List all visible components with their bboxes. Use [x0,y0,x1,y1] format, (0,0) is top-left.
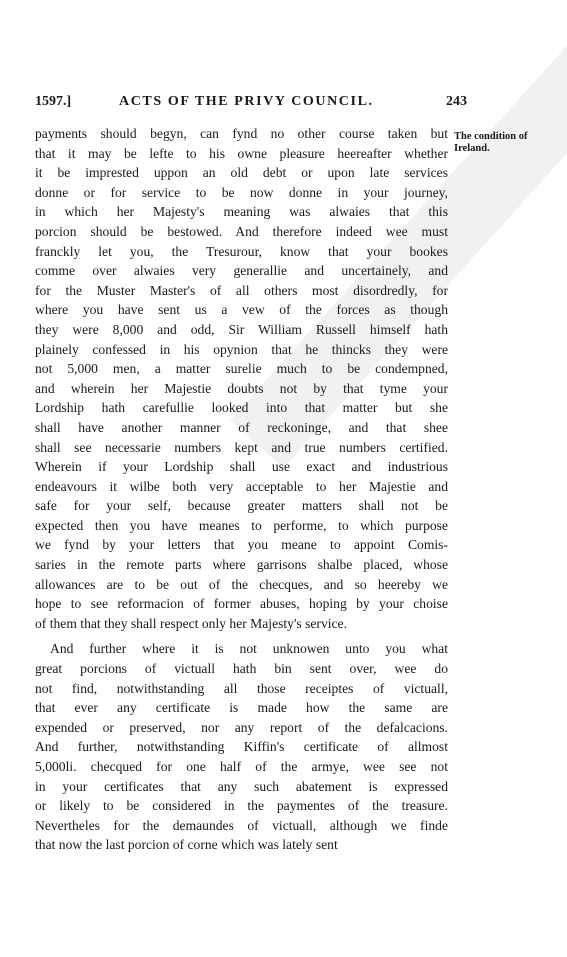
text-line: And further, notwithstanding Kiffin's certificate of allmost [35,739,448,755]
body-text [35,124,448,855]
text-line: we fynd by your letters that you meane to appoint Comis- [35,537,448,553]
running-head-title: ACTS OF THE PRIVY COUNCIL. [119,94,374,109]
text-line: safe for your self, because greater matters shall not be [35,498,448,514]
text-line: expected then you have meanes to performe, to which purpose [35,517,448,533]
text-line: allowances are to be out of the checques, and so heereby we [35,576,448,592]
text-line: expended or preserved, nor any report of the defalcacions. [35,719,448,735]
text-line: that it may be lefte to his owne pleasure heereafter whether [35,145,448,161]
text-line: payments should begyn, can fynd no other course taken but [35,126,448,141]
text-line: in which her Majesty's meaning was alwaies that this [35,204,448,220]
text-line: and wherein her Majestie doubts not by that tyme your [35,380,448,396]
paragraph [35,639,448,855]
text-line: Lordship hath carefullie looked into that matter but she [35,400,448,416]
paragraph [35,124,448,633]
text-line: that ever any certificate is made how the same are [35,700,448,716]
text-line: not 5,000 men, a matter surelie much to be condempned, [35,361,448,377]
text-line: of them that they shall respect only her Majesty's service. [35,615,347,631]
text-line: And further where it is not unknowen unto you what [50,641,448,657]
text-line: or likely to be considered in the paymentes of the treasure. [35,798,448,814]
text-line: plainely confessed in his opynion that he thincks they were [35,341,448,357]
text-line: where you have sent us a vew of the forces as though [35,302,448,318]
text-line: it be imprested uppon an old debt or upon late services [35,165,448,181]
text-line: not find, notwithstanding all those receiptes of victuall, [35,680,448,696]
text-line: shall see necessarie numbers kept and true numbers certified. [35,439,448,455]
running-head [35,94,467,114]
marginal-note: The condition of Ireland. [454,131,528,154]
text-line: franckly let you, the Tresurour, know that your bookes [35,243,448,259]
page-number: 243 [446,94,467,109]
text-line: for the Muster Master's of all others most disordredly, for [35,282,448,298]
text-line: that now the last porcion of corne which was lately sent [35,837,338,853]
running-head-year: 1597.] [35,94,72,109]
text-line: porcion should be bestowed. And therefore indeed wee must [35,223,448,239]
text-line: donne or for service to be now donne in your journey, [35,184,448,200]
text-line: saries in the remote parts where garrisons shalbe placed, whose [35,557,448,573]
text-line: 5,000li. checqued for one half of the armye, wee see not [35,759,448,774]
text-line: hope to see reformacion of former abuses, hoping by your choise [35,596,448,612]
text-line: Wherein if your Lordship shall use exact and industrious [35,459,448,475]
text-line: shall have another manner of reckoninge, and that shee [35,419,448,435]
text-line: endeavours it wilbe both very acceptable to her Majestie and [35,478,448,494]
text-line: Nevertheles for the demaundes of victuall, although we finde [35,817,448,833]
text-line: they were 8,000 and odd, Sir William Russell himself hath [35,321,448,337]
text-line: in your certificates that any such abatement is expressed [35,778,448,794]
text-line: great porcions of victuall hath bin sent over, wee do [35,661,448,677]
text-line: comme over alwaies very generallie and uncertainely, and [35,263,448,279]
